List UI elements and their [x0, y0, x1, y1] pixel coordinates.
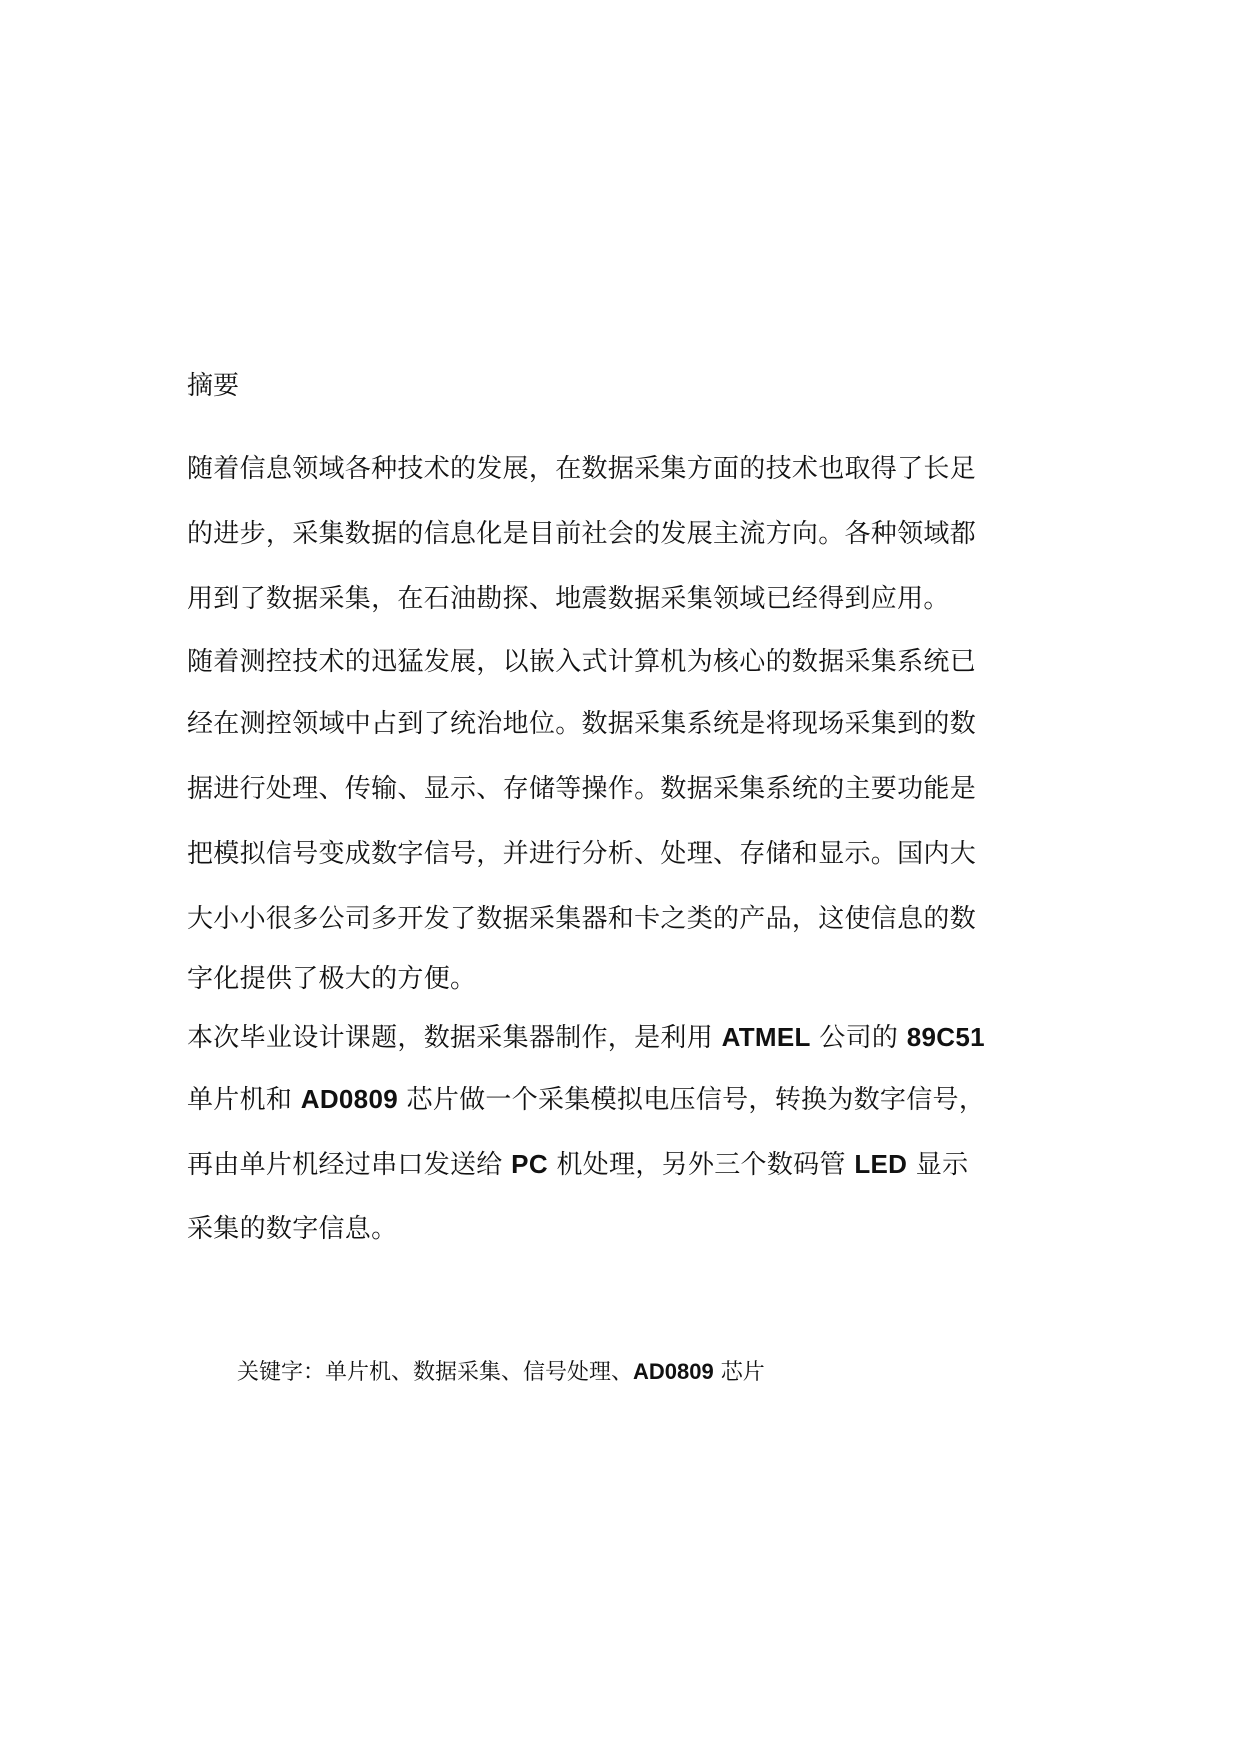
abstract-line-5: 经在测控领域中占到了统治地位。数据采集系统是将现场采集到的数	[187, 709, 977, 739]
keywords-line: 关键字：单片机、数据采集、信号处理、AD0809 芯片	[237, 1359, 765, 1385]
abstract-heading: 摘要	[187, 371, 240, 401]
abstract-line-2: 的进步，采集数据的信息化是目前社会的发展主流方向。各种领域都	[187, 519, 977, 549]
abstract-line-1: 随着信息领域各种技术的发展，在数据采集方面的技术也取得了长足	[187, 454, 977, 484]
abstract-line-6: 据进行处理、传输、显示、存储等操作。数据采集系统的主要功能是	[187, 774, 977, 804]
abstract-line-13: 采集的数字信息。	[187, 1214, 398, 1244]
abstract-line-3: 用到了数据采集，在石油勘探、地震数据采集领域已经得到应用。	[187, 584, 950, 614]
abstract-line-10: 本次毕业设计课题，数据采集器制作，是利用 ATMEL 公司的 89C51	[187, 1022, 985, 1053]
abstract-body	[187, 437, 1053, 1262]
abstract-line-9: 字化提供了极大的方便。	[187, 964, 477, 994]
abstract-line-7: 把模拟信号变成数字信号，并进行分析、处理、存储和显示。国内大	[187, 839, 977, 869]
abstract-line-12: 再由单片机经过串口发送给 PC 机处理，另外三个数码管 LED 显示	[187, 1149, 969, 1180]
abstract-line-4: 随着测控技术的迅猛发展，以嵌入式计算机为核心的数据采集系统已	[187, 647, 977, 677]
abstract-line-11: 单片机和 AD0809 芯片做一个采集模拟电压信号，转换为数字信号，	[187, 1084, 986, 1115]
abstract-line-8: 大小小很多公司多开发了数据采集器和卡之类的产品，这使信息的数	[187, 904, 977, 934]
